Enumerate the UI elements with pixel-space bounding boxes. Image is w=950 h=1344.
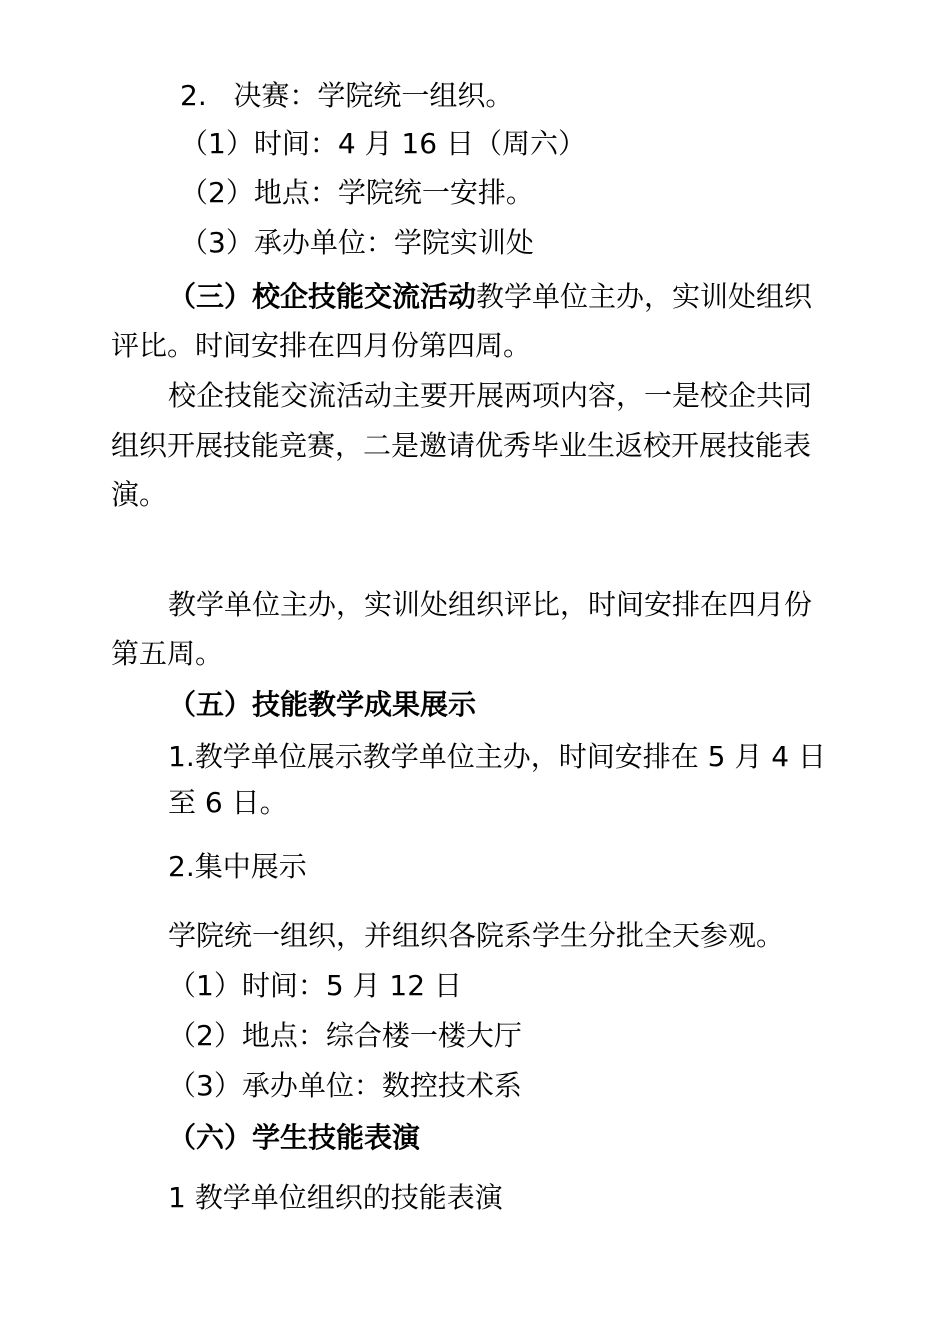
unit-exhibition-line-2: 至 6 日。 bbox=[168, 786, 288, 819]
section-four-paragraph-line-1: 教学单位主办，实训处组织评比，时间安排在四月份 bbox=[168, 588, 813, 621]
unit-performance-heading: 1 教学单位组织的技能表演 bbox=[168, 1181, 503, 1214]
exchange-content-line-2: 组织开展技能竞赛，二是邀请优秀毕业生返校开展技能表 bbox=[111, 429, 812, 462]
section-five-heading: （五）技能教学成果展示 bbox=[168, 688, 477, 721]
exchange-activity-intro: 教学单位主办，实训处组织 bbox=[476, 280, 813, 313]
exchange-content-line-1: 校企技能交流活动主要开展两项内容，一是校企共同 bbox=[168, 379, 813, 412]
central-exhibition-description: 学院统一组织，并组织各院系学生分批全天参观。 bbox=[168, 919, 785, 952]
central-exhibition-location: （2）地点：综合楼一楼大厅 bbox=[168, 1019, 522, 1052]
unit-exhibition-line-1: 1.教学单位展示教学单位主办，时间安排在 5 月 4 日 bbox=[168, 740, 826, 773]
central-exhibition-organizer: （3）承办单位：数控技术系 bbox=[168, 1069, 522, 1102]
section-four-paragraph-line-2: 第五周。 bbox=[111, 637, 224, 670]
final-round-location: （2）地点：学院统一安排。 bbox=[180, 176, 534, 209]
final-round-time: （1）时间：4 月 16 日（周六） bbox=[180, 127, 586, 160]
section-three-heading: （三）校企技能交流活动 bbox=[168, 280, 477, 313]
section-six-heading: （六）学生技能表演 bbox=[168, 1121, 421, 1154]
central-exhibition-time: （1）时间：5 月 12 日 bbox=[168, 969, 462, 1002]
exchange-activity-paragraph-line-2: 评比。时间安排在四月份第四周。 bbox=[111, 329, 532, 362]
exchange-activity-paragraph-line-1 bbox=[168, 279, 812, 315]
exchange-content-line-3: 演。 bbox=[111, 478, 168, 511]
final-round-heading: 2. 决赛：学院统一组织。 bbox=[180, 79, 514, 112]
central-exhibition-heading: 2.集中展示 bbox=[168, 850, 307, 883]
final-round-organizer: （3）承办单位：学院实训处 bbox=[180, 226, 534, 259]
